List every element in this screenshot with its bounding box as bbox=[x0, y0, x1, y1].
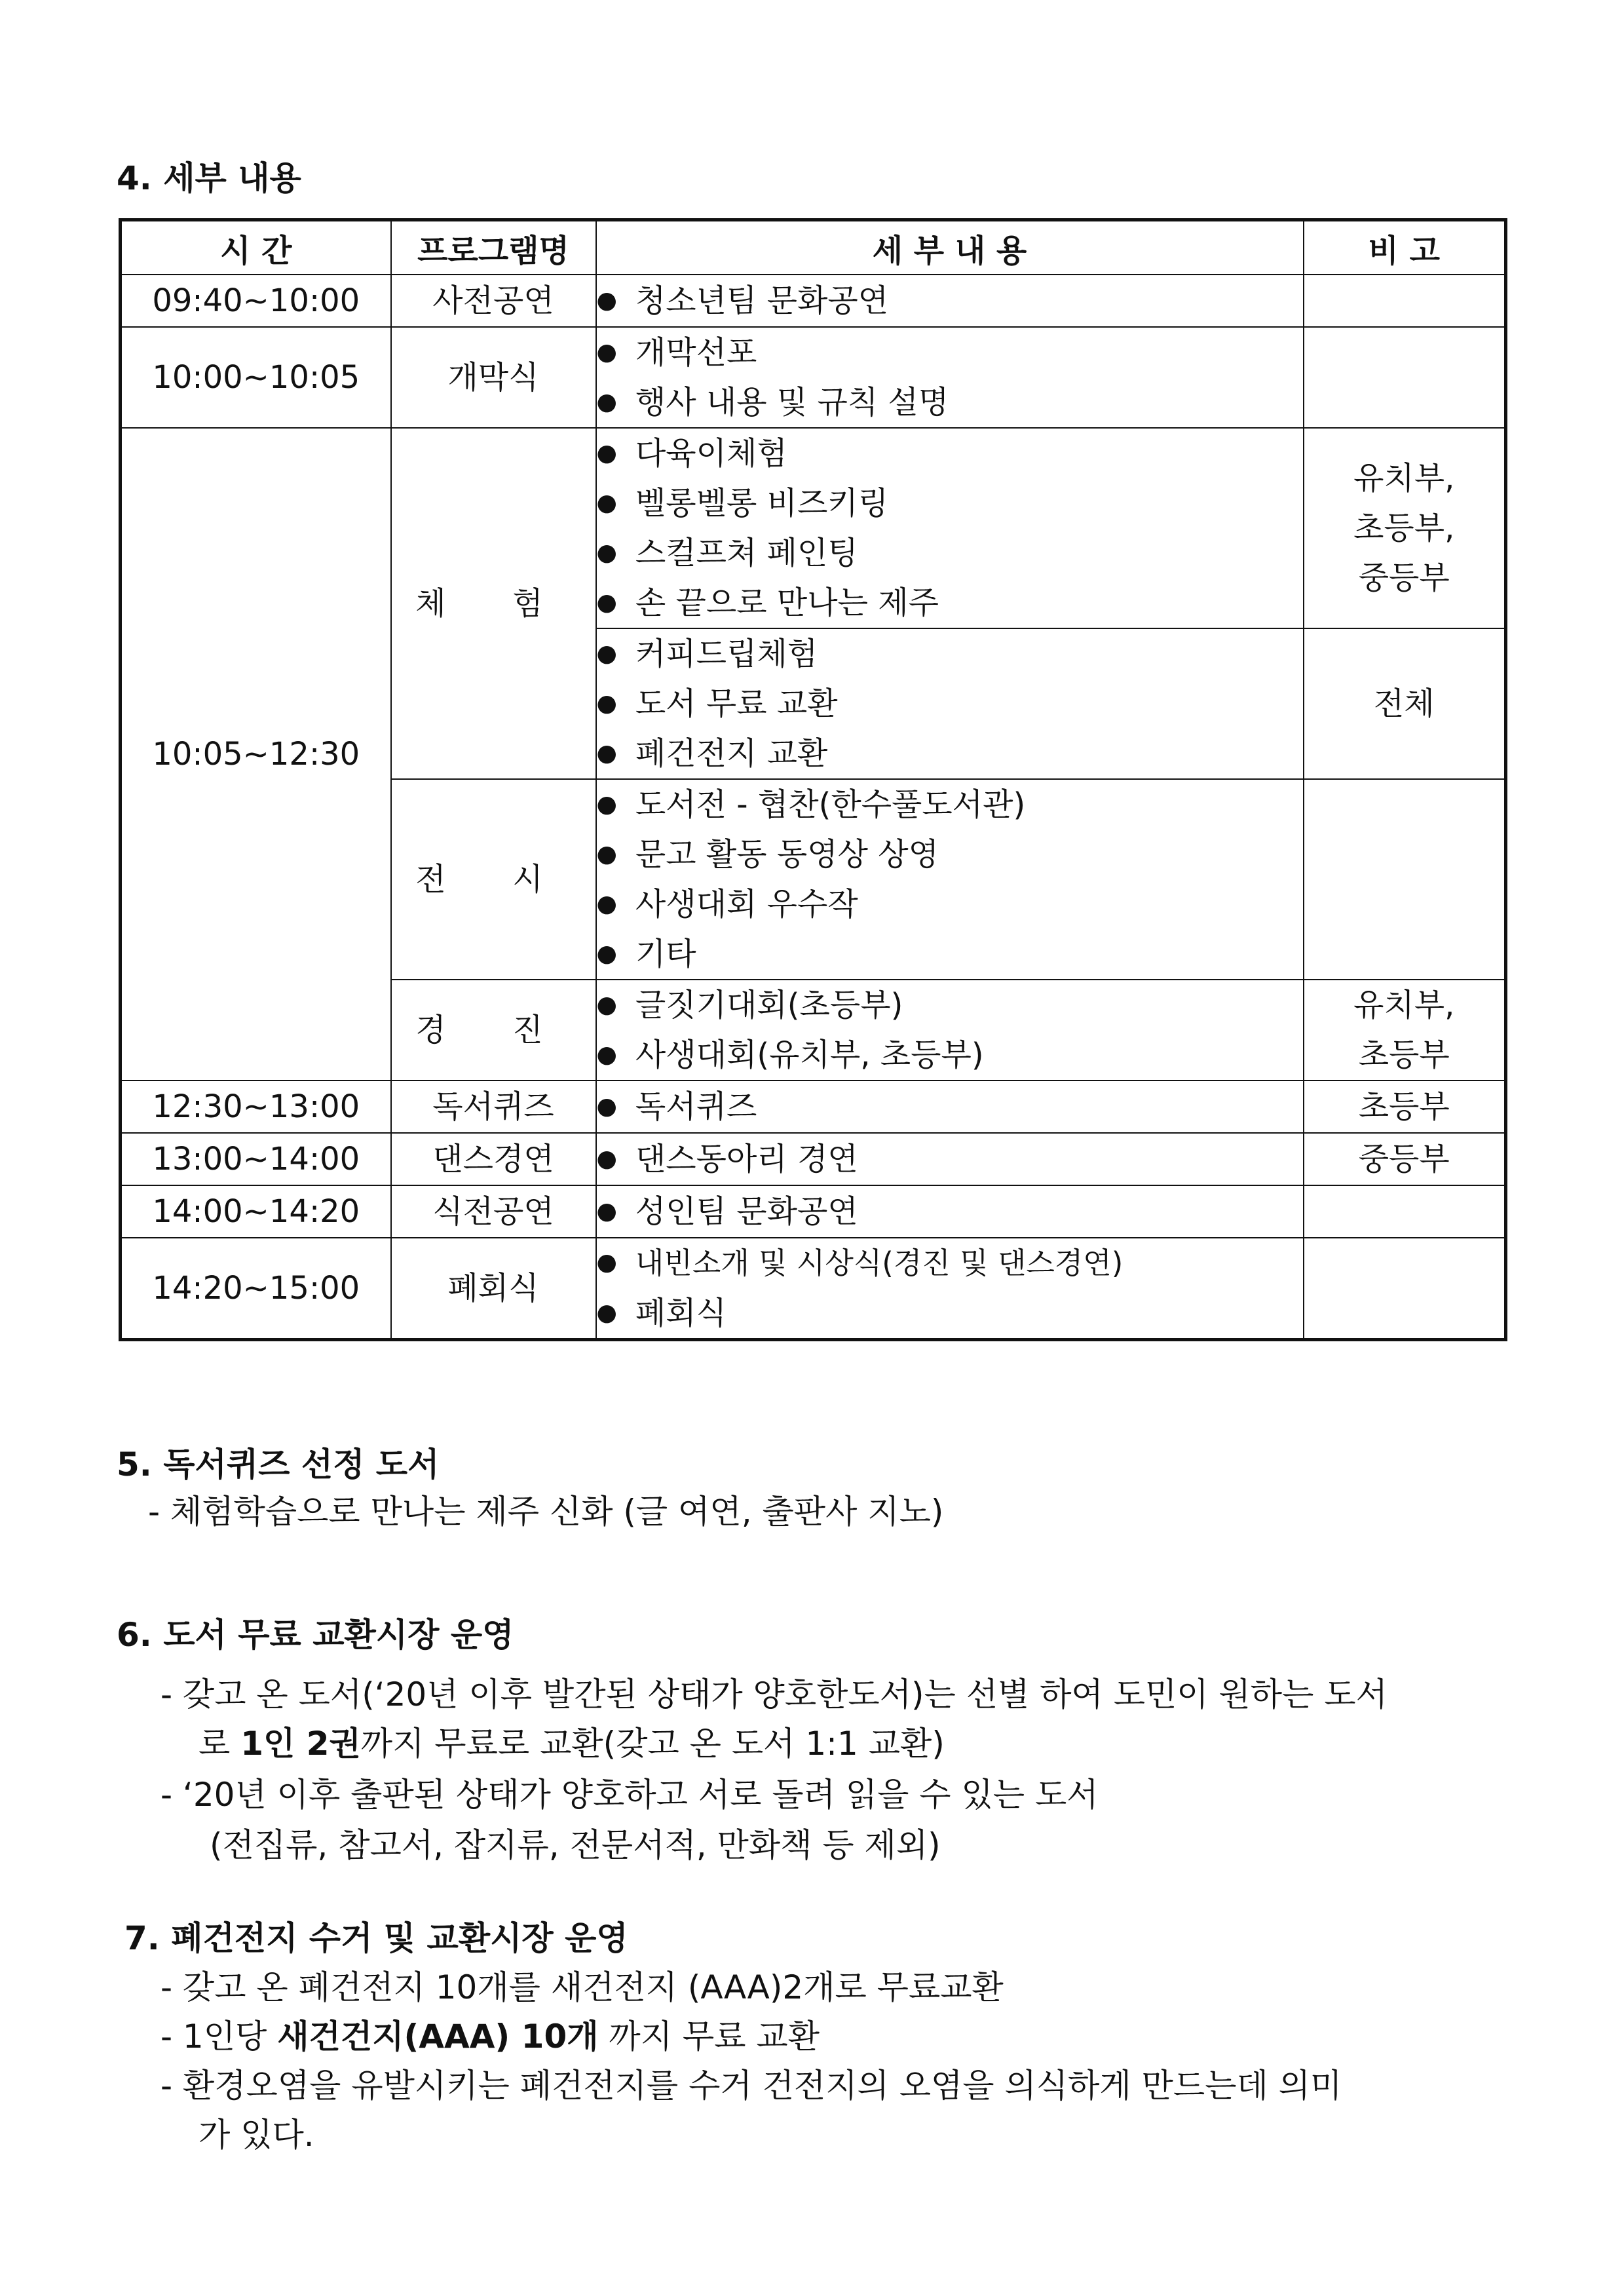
detail-cell bbox=[596, 628, 1304, 779]
note-cell bbox=[1304, 1238, 1506, 1340]
detail-item: ● 성인팀 문화공연 bbox=[597, 1187, 1303, 1236]
program-cell: 식전공연 bbox=[391, 1185, 596, 1238]
table-row bbox=[121, 1081, 1506, 1133]
section-5-title: 5. 독서퀴즈 선정 도서 bbox=[117, 1445, 440, 1483]
time-cell: 09:40~10:00 bbox=[121, 275, 391, 327]
note-cell bbox=[1304, 779, 1506, 980]
detail-item: ● 스컬프쳐 페인팅 bbox=[597, 528, 1303, 578]
detail-item: ● 사생대회 우수작 bbox=[597, 879, 1303, 929]
note-cell: 전체 bbox=[1304, 628, 1506, 779]
section-6-line: (전집류, 참고서, 잡지류, 전문서적, 만화책 등 제외) bbox=[210, 1826, 941, 1864]
time-cell: 14:00~14:20 bbox=[121, 1185, 391, 1238]
detail-cell bbox=[596, 275, 1304, 327]
program-cell: 개막식 bbox=[391, 327, 596, 428]
program-cell: 사전공연 bbox=[391, 275, 596, 327]
text-segment: 로 bbox=[198, 1725, 241, 1763]
detail-item: ● 사생대회(유치부, 초등부) bbox=[597, 1030, 1303, 1080]
text-segment: 까지 무료 교환 bbox=[598, 2018, 820, 2056]
text-segment: 까지 무료로 교환(갖고 온 도서 1:1 교환) bbox=[360, 1725, 945, 1763]
note-line: 유치부, bbox=[1353, 460, 1455, 497]
section-7-title: 7. 폐건전지 수거 및 교환시장 운영 bbox=[124, 1919, 628, 1957]
detail-item: ● 독서퀴즈 bbox=[597, 1082, 1303, 1132]
detail-cell bbox=[596, 980, 1304, 1081]
section-6-line bbox=[198, 1717, 945, 1765]
detail-item: ● 개막선포 bbox=[597, 328, 1303, 377]
emphasis-text: 1인 2권 bbox=[240, 1725, 361, 1763]
detail-item: ● 폐건전지 교환 bbox=[597, 729, 1303, 778]
note-cell bbox=[1304, 327, 1506, 428]
program-cell: 댄스경연 bbox=[391, 1133, 596, 1185]
schedule-table bbox=[119, 218, 1507, 1341]
section-7-line: - 환경오염을 유발시키는 폐건전지를 수거 건전지의 오염을 의식하게 만드는데 의미 bbox=[161, 2067, 1342, 2105]
detail-cell bbox=[596, 779, 1304, 980]
detail-item: ● 글짓기대회(초등부) bbox=[597, 980, 1303, 1030]
detail-item: ● 기타 bbox=[597, 929, 1303, 979]
note-line: 유치부, bbox=[1353, 987, 1455, 1024]
detail-item: ● 행사 내용 및 규칙 설명 bbox=[597, 377, 1303, 427]
time-cell: 12:30~13:00 bbox=[121, 1081, 391, 1133]
detail-item: ● 댄스동아리 경연 bbox=[597, 1134, 1303, 1184]
note-cell bbox=[1304, 980, 1506, 1081]
text-segment: - 1인당 bbox=[161, 2018, 278, 2056]
time-cell: 13:00~14:00 bbox=[121, 1133, 391, 1185]
note-line: 초등부 bbox=[1358, 1037, 1450, 1073]
detail-item: ● 다육이체험 bbox=[597, 429, 1303, 478]
program-cell: 독서퀴즈 bbox=[391, 1081, 596, 1133]
note-cell bbox=[1304, 428, 1506, 628]
note-cell: 중등부 bbox=[1304, 1133, 1506, 1185]
detail-item: ● 커피드립체험 bbox=[597, 629, 1303, 679]
program-cell bbox=[391, 779, 596, 980]
detail-item: ● 청소년팀 문화공연 bbox=[597, 276, 1303, 326]
program-cell: 폐회식 bbox=[391, 1238, 596, 1340]
emphasis-text: 새건건지(AAA) 10개 bbox=[277, 2018, 599, 2056]
header-time: 시 간 bbox=[121, 220, 391, 275]
program-cell bbox=[391, 428, 596, 779]
program-label: 경 진 bbox=[415, 1012, 571, 1048]
section-7-line: 가 있다. bbox=[198, 2116, 314, 2154]
section-6-line: - 갖고 온 도서(‘20년 이후 발간된 상태가 양호한도서)는 선별 하여 도민이 원하는 도서 bbox=[161, 1675, 1388, 1713]
table-row bbox=[121, 275, 1506, 327]
header-note: 비 고 bbox=[1304, 220, 1506, 275]
detail-item: ● 도서 무료 교환 bbox=[597, 679, 1303, 729]
time-cell: 10:00~10:05 bbox=[121, 327, 391, 428]
table-row bbox=[121, 1185, 1506, 1238]
detail-cell bbox=[596, 1081, 1304, 1133]
detail-cell bbox=[596, 1133, 1304, 1185]
header-program: 프로그램명 bbox=[391, 220, 596, 275]
table-row bbox=[121, 327, 1506, 428]
header-detail: 세 부 내 용 bbox=[596, 220, 1304, 275]
detail-cell bbox=[596, 1238, 1304, 1340]
section-4-title: 4. 세부 내용 bbox=[117, 159, 301, 197]
table-row bbox=[121, 1238, 1506, 1340]
program-cell bbox=[391, 980, 596, 1081]
table-row bbox=[121, 428, 1506, 628]
note-line: 초등부, bbox=[1353, 510, 1455, 546]
note-cell bbox=[1304, 275, 1506, 327]
section-6-line: - ‘20년 이후 출판된 상태가 양호하고 서로 돌려 읽을 수 있는 도서 bbox=[161, 1776, 1099, 1814]
note-line: 중등부 bbox=[1358, 560, 1450, 596]
section-7-line bbox=[161, 2010, 820, 2057]
detail-item: ● 폐회식 bbox=[597, 1288, 1303, 1338]
program-label: 전 시 bbox=[415, 861, 571, 898]
note-cell: 초등부 bbox=[1304, 1081, 1506, 1133]
detail-item: ● 손 끝으로 만나는 제주 bbox=[597, 578, 1303, 628]
detail-item: ● 도서전 - 협찬(한수풀도서관) bbox=[597, 780, 1303, 830]
section-7-line: - 갖고 온 폐건전지 10개를 새건전지 (AAA)2개로 무료교환 bbox=[161, 1968, 1004, 2006]
detail-cell bbox=[596, 1185, 1304, 1238]
note-cell bbox=[1304, 1185, 1506, 1238]
detail-item: ● 문고 활동 동영상 상영 bbox=[597, 830, 1303, 879]
time-cell: 14:20~15:00 bbox=[121, 1238, 391, 1340]
detail-cell bbox=[596, 428, 1304, 628]
detail-cell bbox=[596, 327, 1304, 428]
section-5-line: - 체험학습으로 만나는 제주 신화 (글 여연, 출판사 지노) bbox=[148, 1493, 944, 1531]
table-row bbox=[121, 1133, 1506, 1185]
table-header-row bbox=[121, 220, 1506, 275]
section-6-title: 6. 도서 무료 교환시장 운영 bbox=[117, 1616, 514, 1654]
detail-item: ● 벨롱벨롱 비즈키링 bbox=[597, 478, 1303, 528]
program-label: 체 험 bbox=[415, 585, 571, 622]
detail-item: ● 내빈소개 및 시상식(경진 및 댄스경연) bbox=[597, 1238, 1303, 1288]
time-cell: 10:05~12:30 bbox=[121, 428, 391, 1081]
